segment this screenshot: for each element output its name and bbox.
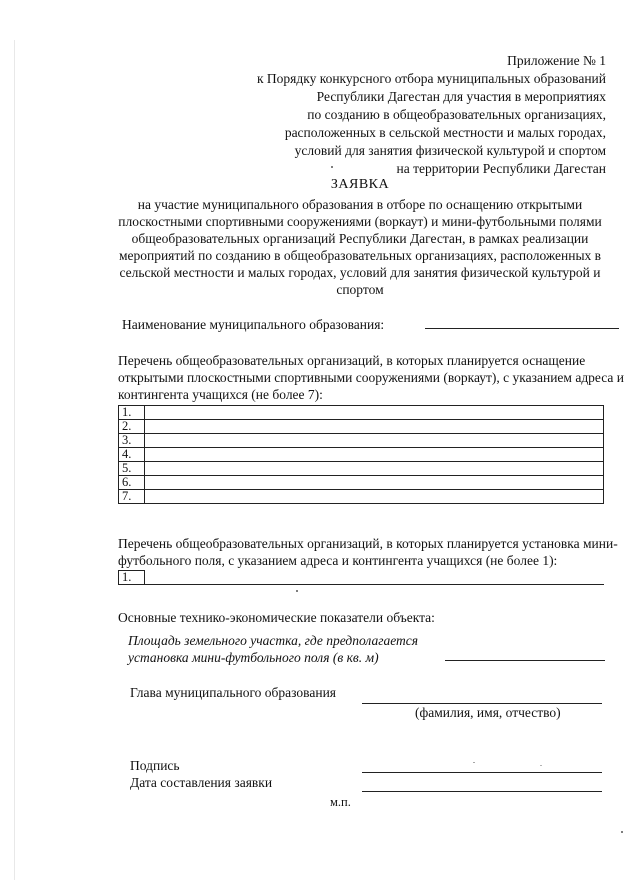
table-row xyxy=(119,420,604,434)
row-entry-field[interactable] xyxy=(145,476,604,490)
area-label xyxy=(128,632,438,666)
head-name-field[interactable] xyxy=(362,703,602,704)
table-row xyxy=(119,571,605,585)
appendix-header xyxy=(257,52,606,178)
signature-field[interactable] xyxy=(362,772,602,773)
municipality-label: Наименование муниципального образования: xyxy=(122,317,385,332)
appendix-line: по созданию в общеобразовательных организациях, xyxy=(307,107,606,122)
row-entry-field[interactable] xyxy=(145,406,604,420)
municipality-field[interactable] xyxy=(425,328,619,329)
scan-speck xyxy=(473,762,475,763)
appendix-line: Республики Дагестан для участия в мероприятиях xyxy=(316,89,606,104)
table-row xyxy=(119,448,604,462)
list1-intro-line: контингента учащихся (не более 7): xyxy=(118,387,323,402)
stamp-label: м.п. xyxy=(330,795,351,809)
appendix-line: условий для занятия физической культурой и спортом xyxy=(294,143,606,158)
row-entry-field[interactable] xyxy=(145,462,604,476)
row-entry-field[interactable] xyxy=(145,490,604,504)
list1-intro xyxy=(118,352,625,403)
row-number: 3. xyxy=(119,434,145,448)
scan-speck xyxy=(621,831,623,833)
signature-label: Подпись xyxy=(130,758,180,773)
list2-intro xyxy=(118,535,618,569)
row-entry-field[interactable] xyxy=(145,448,604,462)
subtitle-line: спортом xyxy=(336,282,384,297)
date-field[interactable] xyxy=(362,791,602,792)
subtitle-line: мероприятий по созданию в общеобразовательных организациях, расположенных в xyxy=(118,248,602,263)
subtitle-line: общеобразовательных организаций Республики Дагестан, в рамках реализации xyxy=(131,231,589,246)
scan-speck xyxy=(296,590,298,592)
list1-intro-line: Перечень общеобразовательных организаций, в которых планируется оснащение xyxy=(118,353,586,368)
subtitle-line: на участие муниципального образования в отборе по оснащению открытыми xyxy=(137,197,583,212)
row-number: 2. xyxy=(119,420,145,434)
row-number: 6. xyxy=(119,476,145,490)
scan-speck xyxy=(540,765,542,766)
appendix-line: Приложение № 1 xyxy=(507,53,606,68)
row-entry-field[interactable] xyxy=(145,420,604,434)
area-label-line: установка мини-футбольного поля (в кв. м) xyxy=(128,650,379,665)
appendix-line: к Порядку конкурсного отбора муниципальных образований xyxy=(256,71,606,86)
date-label: Дата составления заявки xyxy=(130,775,273,790)
workout-schools-table xyxy=(118,405,604,504)
document-subtitle xyxy=(114,196,606,298)
appendix-line: на территории Республики Дагестан xyxy=(396,161,606,176)
row-number: 1. xyxy=(119,406,145,420)
list2-intro-line: Перечень общеобразовательных организаций, в которых планируется установка мини- xyxy=(118,536,618,551)
table-row xyxy=(119,406,604,420)
table-row xyxy=(119,476,604,490)
subtitle-line: плоскостными спортивными сооружениями (воркаут) и мини-футбольными полями xyxy=(118,214,602,229)
table-row xyxy=(119,462,604,476)
row-number: 5. xyxy=(119,462,145,476)
row-number: 7. xyxy=(119,490,145,504)
row-entry-field[interactable] xyxy=(145,571,605,585)
appendix-line: расположенных в сельской местности и малых городах, xyxy=(284,125,606,140)
area-field[interactable] xyxy=(445,660,605,661)
head-label: Глава муниципального образования xyxy=(130,685,337,700)
scan-speck xyxy=(331,166,333,168)
minifootball-school-table xyxy=(118,570,604,585)
list1-intro-line: открытыми плоскостными спортивными сооружениями (воркаут), с указанием адреса и xyxy=(118,370,625,385)
list2-intro-line: футбольного поля, с указанием адреса и контингента учащихся (не более 1): xyxy=(118,553,558,568)
row-number: 1. xyxy=(119,571,145,585)
row-number: 4. xyxy=(119,448,145,462)
scan-edge-line xyxy=(14,40,15,880)
indicators-label: Основные технико-экономические показатели объекта: xyxy=(118,610,435,625)
table-row xyxy=(119,490,604,504)
table-row xyxy=(119,434,604,448)
document-title: ЗАЯВКА xyxy=(330,177,390,192)
area-label-line: Площадь земельного участка, где предполагается xyxy=(128,633,419,648)
row-entry-field[interactable] xyxy=(145,434,604,448)
head-caption: (фамилия, имя, отчество) xyxy=(415,705,561,720)
subtitle-line: сельской местности и малых городах, условий для занятия физической культурой и xyxy=(119,265,601,280)
